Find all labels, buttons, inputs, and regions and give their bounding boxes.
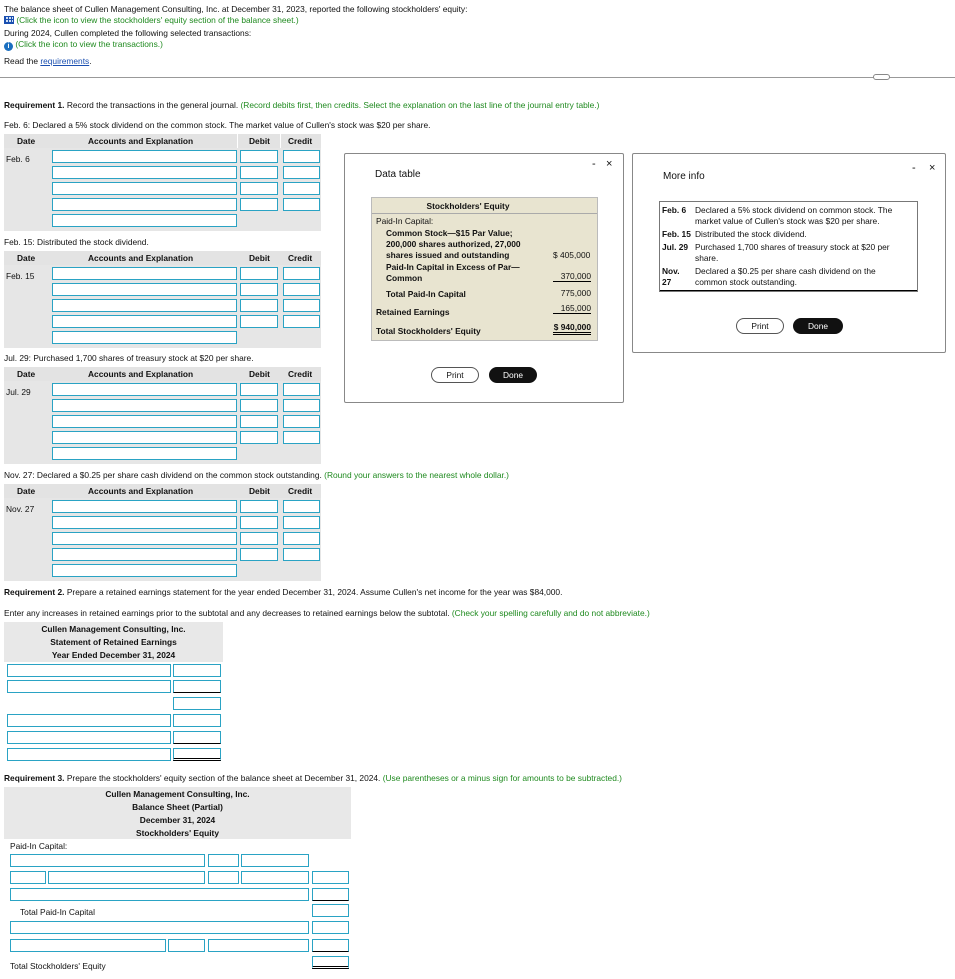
req1-title bbox=[4, 100, 599, 110]
mi-text-4a: Declared a $0.25 per share cash dividend on the bbox=[695, 266, 876, 276]
bs-total-input[interactable] bbox=[312, 904, 349, 917]
bs-total-input[interactable] bbox=[312, 888, 349, 901]
t4-header bbox=[4, 484, 321, 498]
requirements-link[interactable]: requirements bbox=[40, 56, 90, 66]
bs-total-input[interactable] bbox=[312, 871, 349, 884]
journal-credit-input[interactable] bbox=[283, 283, 320, 296]
credit-header: Credit bbox=[288, 486, 313, 496]
journal-credit-input[interactable] bbox=[283, 267, 320, 280]
paid-in-capital-label: Paid-In Capital: bbox=[10, 841, 68, 851]
re-label-input[interactable] bbox=[7, 748, 171, 761]
re-amount-input[interactable] bbox=[173, 664, 221, 677]
se-header-rule bbox=[372, 213, 597, 214]
se-cs-line2: 200,000 shares authorized, 27,000 bbox=[386, 239, 521, 249]
journal-credit-input[interactable] bbox=[283, 299, 320, 312]
bs-account-input[interactable] bbox=[10, 921, 309, 934]
req2-hint: (Check your spelling carefully and do not abbreviate.) bbox=[449, 608, 650, 618]
re-statement-title: Statement of Retained Earnings bbox=[50, 637, 177, 647]
balance-sheet-link-row[interactable] bbox=[4, 15, 299, 25]
req3-hint: (Use parentheses or a minus sign for amounts to be subtracted.) bbox=[380, 773, 622, 783]
mi-date-2: Feb. 15 bbox=[662, 229, 691, 239]
req1-text: Record the transactions in the general journal. bbox=[64, 100, 239, 110]
mi-date-4: Nov. bbox=[662, 266, 680, 276]
t3-date: Jul. 29 bbox=[6, 387, 31, 397]
close-icon[interactable]: × bbox=[606, 158, 613, 170]
t3-description: Jul. 29: Purchased 1,700 shares of treasury stock at $20 per share. bbox=[4, 353, 254, 363]
bs-account-input[interactable] bbox=[208, 939, 309, 952]
credit-header: Credit bbox=[288, 136, 313, 146]
bs-shares-input[interactable] bbox=[168, 939, 205, 952]
credit-header: Credit bbox=[288, 253, 313, 263]
total-se-label: Total Stockholders' Equity bbox=[10, 961, 106, 971]
journal-debit-input[interactable] bbox=[240, 182, 278, 195]
journal-credit-input[interactable] bbox=[283, 431, 320, 444]
journal-account-select[interactable] bbox=[52, 399, 237, 412]
bs-total-input[interactable] bbox=[312, 921, 349, 934]
journal-debit-input[interactable] bbox=[240, 267, 278, 280]
mi-date-3: Jul. 29 bbox=[662, 242, 689, 252]
req2-line2 bbox=[4, 608, 650, 618]
journal-debit-input[interactable] bbox=[240, 500, 278, 513]
journal-account-select[interactable] bbox=[52, 564, 237, 577]
mi-text-2a: Distributed the stock dividend. bbox=[695, 229, 807, 239]
date-header: Date bbox=[17, 369, 36, 379]
req1-hint: (Record debits first, then credits. Select the explanation on the last line of the journal entry table.) bbox=[238, 100, 600, 110]
bs-total-input[interactable] bbox=[312, 956, 349, 969]
journal-debit-input[interactable] bbox=[240, 383, 278, 396]
se-re: Retained Earnings bbox=[376, 307, 450, 317]
bs-title: Balance Sheet (Partial) bbox=[132, 802, 223, 812]
journal-credit-input[interactable] bbox=[283, 182, 320, 195]
journal-account-select[interactable] bbox=[52, 315, 237, 328]
minimize-icon[interactable]: - bbox=[592, 158, 596, 170]
t1-description: Feb. 6: Declared a 5% stock dividend on the common stock. The market value of Cullen's stock was $20 per share. bbox=[4, 120, 431, 130]
se-tse-value: $ 940,000 bbox=[553, 322, 591, 335]
bs-date: December 31, 2024 bbox=[139, 815, 216, 825]
se-re-value: 165,000 bbox=[553, 303, 591, 314]
journal-credit-input[interactable] bbox=[283, 399, 320, 412]
mi-date-4b: 27 bbox=[662, 277, 672, 287]
info-icon[interactable]: i bbox=[4, 42, 13, 51]
mi-rule bbox=[660, 290, 917, 291]
re-amount-input[interactable] bbox=[173, 697, 221, 710]
transactions-link-row[interactable] bbox=[4, 39, 163, 51]
journal-account-select[interactable] bbox=[52, 198, 237, 211]
minimize-icon[interactable]: - bbox=[912, 162, 916, 174]
se-tpic-value: 775,000 bbox=[560, 288, 591, 298]
se-pic-line1: Paid-In Capital in Excess of Par— bbox=[386, 262, 520, 272]
intro-line-1: The balance sheet of Cullen Management Consulting, Inc. at December 31, 2023, reported the following stockholders' equity: bbox=[4, 4, 468, 14]
mi-text-4b: common stock outstanding. bbox=[695, 277, 797, 287]
req3-text: Prepare the stockholders' equity section of the balance sheet at December 31, 2024. bbox=[64, 773, 381, 783]
bs-account-input[interactable] bbox=[10, 854, 205, 867]
req1-label: Requirement 1. bbox=[4, 100, 65, 110]
re-period: Year Ended December 31, 2024 bbox=[51, 650, 176, 660]
more-info-title: More info bbox=[663, 171, 705, 182]
t3-header bbox=[4, 367, 321, 381]
se-tpic: Total Paid-In Capital bbox=[386, 289, 466, 299]
balance-sheet-link[interactable]: (Click the icon to view the stockholders' equity section of the balance sheet.) bbox=[16, 15, 299, 25]
accounts-header: Accounts and Explanation bbox=[88, 253, 194, 263]
journal-account-select[interactable] bbox=[52, 331, 237, 344]
re-label-input[interactable] bbox=[7, 731, 171, 744]
re-amount-input[interactable] bbox=[173, 680, 221, 693]
credit-header: Credit bbox=[288, 369, 313, 379]
debit-header: Debit bbox=[249, 253, 270, 263]
journal-debit-input[interactable] bbox=[240, 548, 278, 561]
data-table-title: Data table bbox=[375, 169, 421, 180]
table-icon[interactable] bbox=[4, 16, 14, 24]
journal-debit-input[interactable] bbox=[240, 166, 278, 179]
journal-debit-input[interactable] bbox=[240, 431, 278, 444]
read-period: . bbox=[89, 56, 92, 66]
journal-credit-input[interactable] bbox=[283, 166, 320, 179]
done-button[interactable]: Done bbox=[489, 367, 537, 383]
bs-shares-input[interactable] bbox=[10, 871, 46, 884]
req2-instructions: Enter any increases in retained earnings prior to the subtotal and any decreases to retained earnings below the subtotal. bbox=[4, 608, 450, 618]
accounts-header: Accounts and Explanation bbox=[88, 136, 194, 146]
debit-header: Debit bbox=[249, 486, 270, 496]
se-cs-line3: shares issued and outstanding bbox=[386, 250, 510, 260]
se-table bbox=[371, 197, 598, 341]
journal-debit-input[interactable] bbox=[240, 283, 278, 296]
bs-amount-input[interactable] bbox=[241, 871, 309, 884]
bs-section: Stockholders' Equity bbox=[136, 828, 219, 838]
journal-debit-input[interactable] bbox=[240, 399, 278, 412]
total-paid-in-label: Total Paid-In Capital bbox=[20, 907, 95, 917]
re-amount-input[interactable] bbox=[173, 731, 221, 744]
data-table-modal bbox=[344, 153, 624, 403]
mi-text-3b: share. bbox=[695, 253, 719, 263]
journal-account-select[interactable] bbox=[52, 182, 237, 195]
se-header: Stockholders' Equity bbox=[426, 201, 510, 211]
req2-title bbox=[4, 587, 562, 597]
debit-header: Debit bbox=[249, 369, 270, 379]
more-info-modal bbox=[632, 153, 946, 353]
re-label-input[interactable] bbox=[7, 680, 171, 693]
re-amount-input[interactable] bbox=[173, 748, 221, 761]
journal-account-select[interactable] bbox=[52, 283, 237, 296]
journal-account-select[interactable] bbox=[52, 431, 237, 444]
t4-date: Nov. 27 bbox=[6, 504, 35, 514]
date-header: Date bbox=[17, 486, 36, 496]
re-company: Cullen Management Consulting, Inc. bbox=[41, 624, 186, 634]
re-label-input[interactable] bbox=[7, 714, 171, 727]
se-pic-value: 370,000 bbox=[553, 271, 591, 282]
journal-credit-input[interactable] bbox=[283, 150, 320, 163]
t1-date: Feb. 6 bbox=[6, 154, 30, 164]
se-paidin: Paid-In Capital: bbox=[376, 216, 434, 226]
journal-account-select[interactable] bbox=[52, 447, 237, 460]
journal-debit-input[interactable] bbox=[240, 315, 278, 328]
journal-account-select[interactable] bbox=[52, 500, 237, 513]
journal-account-select[interactable] bbox=[52, 214, 237, 227]
mi-text-1b: market value of Cullen's stock was $20 per share. bbox=[695, 216, 880, 226]
mi-date-1: Feb. 6 bbox=[662, 205, 687, 215]
accounts-header: Accounts and Explanation bbox=[88, 486, 194, 496]
done-button[interactable]: Done bbox=[793, 318, 843, 334]
read-requirements bbox=[4, 56, 92, 66]
journal-account-select[interactable] bbox=[52, 166, 237, 179]
bs-shares-input[interactable] bbox=[208, 871, 239, 884]
accounts-header: Accounts and Explanation bbox=[88, 369, 194, 379]
journal-account-select[interactable] bbox=[52, 150, 237, 163]
journal-account-select[interactable] bbox=[52, 516, 237, 529]
req2-label: Requirement 2. bbox=[4, 587, 65, 597]
divider bbox=[0, 77, 955, 78]
mi-text-1a: Declared a 5% stock dividend on common stock. The bbox=[695, 205, 893, 215]
header-sep bbox=[280, 134, 281, 148]
t2-date: Feb. 15 bbox=[6, 271, 35, 281]
intro-line-2: During 2024, Cullen completed the following selected transactions: bbox=[4, 28, 252, 38]
bs-total-input[interactable] bbox=[312, 939, 349, 952]
re-amount-input[interactable] bbox=[173, 714, 221, 727]
journal-credit-input[interactable] bbox=[283, 532, 320, 545]
journal-account-select[interactable] bbox=[52, 415, 237, 428]
t2-description: Feb. 15: Distributed the stock dividend. bbox=[4, 237, 149, 247]
journal-credit-input[interactable] bbox=[283, 548, 320, 561]
req2-text: Prepare a retained earnings statement for the year ended December 31, 2024. Assume Cullen's net income for the year was $84,000. bbox=[64, 587, 563, 597]
close-icon[interactable]: × bbox=[929, 162, 936, 174]
se-cs-line1: Common Stock—$15 Par Value; bbox=[386, 228, 513, 238]
t4-description bbox=[4, 470, 509, 480]
mi-text-3a: Purchased 1,700 shares of treasury stock at $20 per bbox=[695, 242, 890, 252]
re-label-input[interactable] bbox=[7, 664, 171, 677]
bs-company: Cullen Management Consulting, Inc. bbox=[105, 789, 250, 799]
bs-account-input[interactable] bbox=[48, 871, 205, 884]
t2-header bbox=[4, 251, 321, 265]
journal-account-select[interactable] bbox=[52, 299, 237, 312]
journal-credit-input[interactable] bbox=[283, 198, 320, 211]
bs-account-input[interactable] bbox=[10, 888, 309, 901]
expand-handle[interactable] bbox=[873, 74, 890, 80]
header-sep bbox=[237, 134, 238, 148]
journal-credit-input[interactable] bbox=[283, 315, 320, 328]
journal-account-select[interactable] bbox=[52, 383, 237, 396]
journal-account-select[interactable] bbox=[52, 267, 237, 280]
journal-credit-input[interactable] bbox=[283, 516, 320, 529]
journal-credit-input[interactable] bbox=[283, 500, 320, 513]
journal-debit-input[interactable] bbox=[240, 150, 278, 163]
se-tse: Total Stockholders' Equity bbox=[376, 326, 481, 336]
debit-header: Debit bbox=[249, 136, 270, 146]
req3-label: Requirement 3. bbox=[4, 773, 65, 783]
print-button[interactable]: Print bbox=[736, 318, 784, 334]
journal-account-select[interactable] bbox=[52, 548, 237, 561]
journal-account-select[interactable] bbox=[52, 532, 237, 545]
req3-title bbox=[4, 773, 622, 783]
more-info-table bbox=[659, 201, 918, 292]
journal-credit-input[interactable] bbox=[283, 383, 320, 396]
date-header: Date bbox=[17, 253, 36, 263]
journal-debit-input[interactable] bbox=[240, 299, 278, 312]
se-cs-value: $ 405,000 bbox=[553, 250, 591, 260]
date-header: Date bbox=[17, 136, 36, 146]
journal-debit-input[interactable] bbox=[240, 415, 278, 428]
se-pic-line2: Common bbox=[386, 273, 423, 283]
bs-account-input[interactable] bbox=[10, 939, 166, 952]
read-label: Read the bbox=[4, 56, 41, 66]
transactions-link[interactable]: (Click the icon to view the transactions.) bbox=[15, 39, 163, 49]
t4-hint: (Round your answers to the nearest whole dollar.) bbox=[321, 470, 509, 480]
bs-shares-input[interactable] bbox=[208, 854, 239, 867]
print-button[interactable]: Print bbox=[431, 367, 479, 383]
journal-debit-input[interactable] bbox=[240, 516, 278, 529]
journal-credit-input[interactable] bbox=[283, 415, 320, 428]
journal-debit-input[interactable] bbox=[240, 532, 278, 545]
t1-header bbox=[4, 134, 321, 148]
bs-amount-input[interactable] bbox=[241, 854, 309, 867]
t4-desc-text: Nov. 27: Declared a $0.25 per share cash dividend on the common stock outstanding. bbox=[4, 470, 322, 480]
journal-debit-input[interactable] bbox=[240, 198, 278, 211]
